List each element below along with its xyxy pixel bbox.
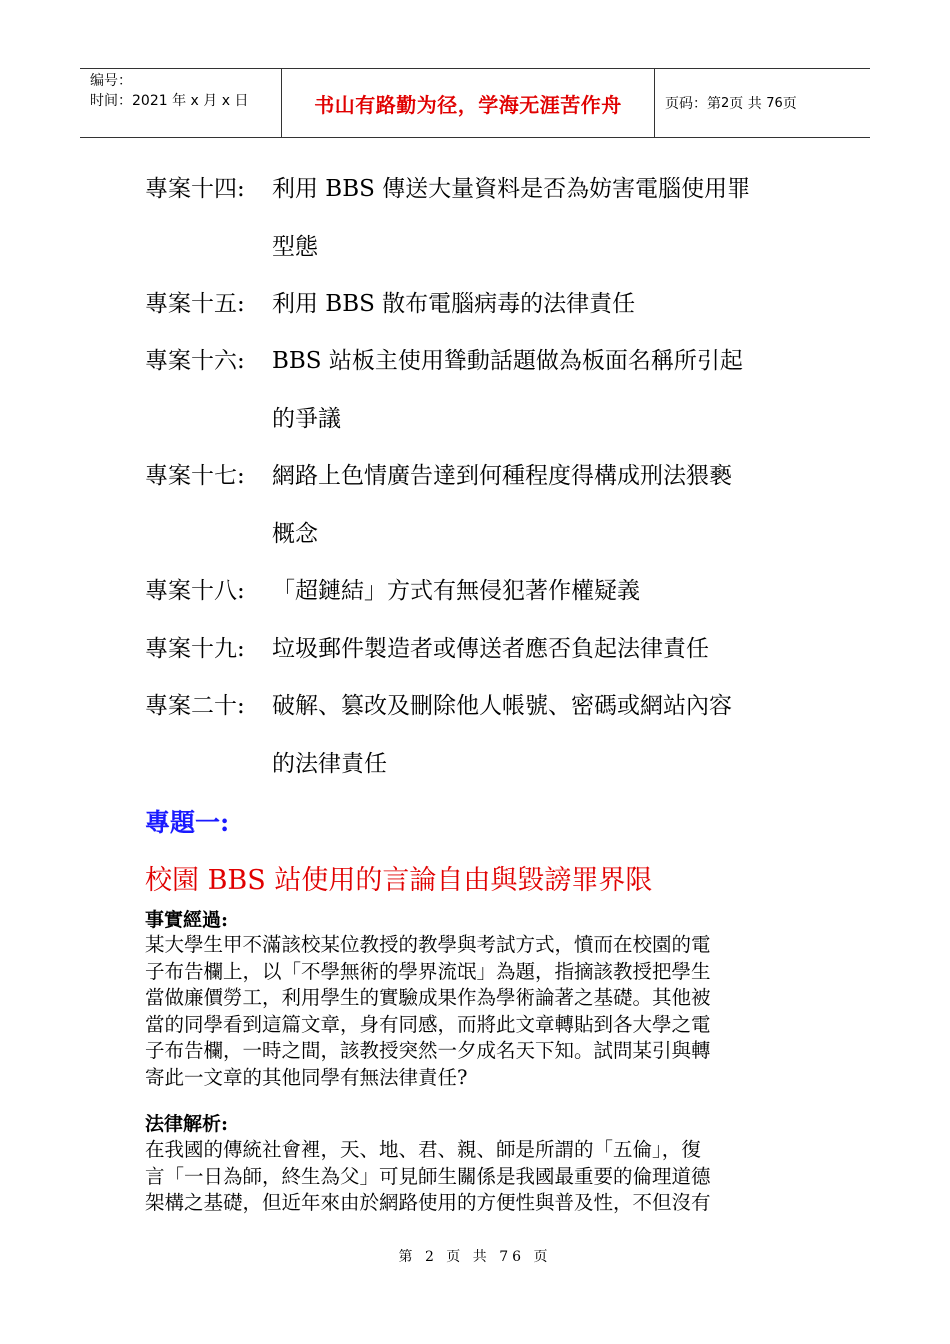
project-text-continuation: 的法律責任 xyxy=(272,751,387,777)
paragraph-line: 子布告欄上，以「不學無術的學界流氓」為題，指摘該教授把學生 xyxy=(145,959,711,983)
page-number: 2 xyxy=(721,95,730,111)
header-meta xyxy=(80,69,282,137)
page-mid: 页 共 xyxy=(729,96,762,112)
project-text-continuation: 的爭議 xyxy=(272,406,341,432)
project-item xyxy=(145,634,709,664)
project-label: 專案十九: xyxy=(145,636,245,662)
header-motto: 书山有路勤为径，学海无涯苦作舟 xyxy=(314,92,622,117)
project-text: 網路上色情廣告達到何種程度得構成刑法猥褻 xyxy=(272,463,732,489)
project-text: BBS 站板主使用聳動話題做為板面名稱所引起 xyxy=(272,348,743,374)
paragraph-line: 寄此一文章的其他同學有無法律責任? xyxy=(145,1065,468,1089)
facts-paragraph xyxy=(145,932,805,1091)
project-text: 破解、篡改及刪除他人帳號、密碼或網站內容 xyxy=(272,693,732,719)
facts-heading: 事實經過: xyxy=(145,909,229,931)
analysis-paragraph xyxy=(145,1137,805,1217)
project-item xyxy=(145,461,732,491)
header-page-info xyxy=(655,69,870,137)
project-label: 專案十八: xyxy=(145,578,245,604)
project-text: 利用 BBS 傳送大量資料是否為妨害電腦使用罪 xyxy=(272,176,751,202)
project-label: 專案十四: xyxy=(145,176,245,202)
page-header xyxy=(80,68,870,138)
paragraph-line: 子布告欄，一時之間，該教授突然一夕成名天下知。試問某引與轉 xyxy=(145,1039,711,1062)
page-prefix: 页码：第 xyxy=(665,96,721,112)
project-item xyxy=(145,174,750,204)
project-label: 專案十七: xyxy=(145,463,245,489)
page-suffix: 页 xyxy=(782,96,797,112)
page-total: 76 xyxy=(766,95,783,111)
analysis-heading: 法律解析: xyxy=(145,1113,229,1135)
project-text: 「超鏈結」方式有無侵犯著作權疑義 xyxy=(272,578,640,604)
header-motto-cell xyxy=(282,69,655,137)
paragraph-line: 言「一日為師，終生為父」可見師生關係是我國最重要的倫理道德 xyxy=(145,1164,711,1188)
project-item xyxy=(145,691,732,721)
project-text-continuation: 概念 xyxy=(272,521,318,547)
number-label: 编号： xyxy=(90,73,132,89)
project-text: 垃圾郵件製造者或傳送者應否負起法律責任 xyxy=(272,636,709,662)
page-footer: 第 2 页 共 76 页 xyxy=(398,1249,552,1265)
topic-heading: 專題一: xyxy=(145,808,230,837)
topic-subtitle: 校園 BBS 站使用的言論自由與毀謗罪界限 xyxy=(145,865,653,896)
project-item xyxy=(145,576,640,606)
paragraph-line: 在我國的傳統社會裡，天、地、君、親、師是所謂的「五倫」，復 xyxy=(145,1138,701,1161)
time-label: 时间：2021 年 x 月 x 日 xyxy=(90,93,249,109)
project-text-continuation: 型態 xyxy=(272,234,318,260)
project-label: 專案十五: xyxy=(145,291,245,317)
paragraph-line: 當做廉價勞工，利用學生的實驗成果作為學術論著之基礎。其他被 xyxy=(145,986,711,1009)
paragraph-line: 某大學生甲不滿該校某位教授的教學與考試方式，憤而在校園的電 xyxy=(145,933,711,956)
project-item xyxy=(145,289,635,319)
project-text: 利用 BBS 散布電腦病毒的法律責任 xyxy=(272,291,636,317)
project-label: 專案十六: xyxy=(145,348,245,374)
project-item xyxy=(145,346,743,376)
paragraph-line: 當的同學看到這篇文章，身有同感，而將此文章轉貼到各大學之電 xyxy=(145,1012,711,1036)
paragraph-line: 架構之基礎，但近年來由於網路使用的方便性與普及性，不但沒有 xyxy=(145,1191,711,1214)
project-label: 專案二十: xyxy=(145,693,245,719)
